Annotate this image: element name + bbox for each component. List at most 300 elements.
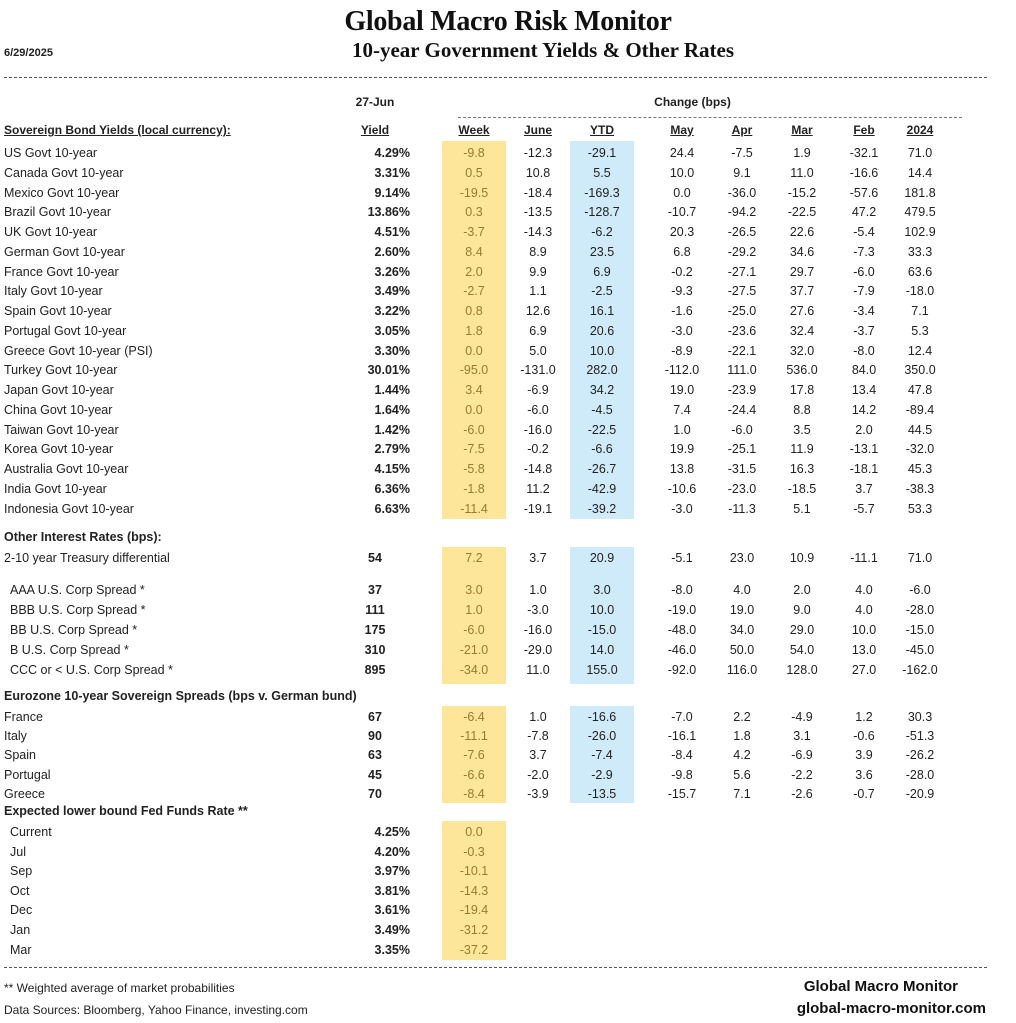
sovereign-row (0, 421, 1016, 441)
cell-june: 9.9 (529, 264, 547, 279)
cell-apr: -24.4 (727, 402, 757, 417)
row-yield: 63 (368, 748, 382, 763)
cell-ytd: -39.2 (587, 501, 617, 516)
cell-apr: -31.5 (727, 462, 757, 476)
cell-y2024: 71.0 (907, 146, 933, 160)
cell-mar: 54.0 (789, 642, 815, 657)
cell-week: 3.0 (465, 583, 483, 597)
cell-y2024: 12.4 (907, 343, 933, 358)
cell-may: -92.0 (667, 662, 697, 677)
cell-ytd: 34.2 (589, 383, 615, 397)
cell-y2024: -45.0 (905, 642, 935, 657)
cell-week: 7.2 (465, 551, 483, 565)
fed-funds-row (0, 901, 1016, 921)
eurozone-row (0, 727, 1016, 747)
cell-week: -1.8 (463, 481, 485, 496)
cell-feb: 13.0 (851, 642, 877, 657)
cell-y2024: -89.4 (905, 402, 935, 417)
cell-apr: 2.2 (733, 710, 751, 724)
row-yield: 3.81% (374, 883, 410, 898)
cell-june: -29.0 (523, 642, 553, 657)
row-label: India Govt 10-year (4, 481, 107, 496)
sovereign-row (0, 164, 1016, 184)
cell-feb: -7.9 (853, 284, 875, 299)
cell-may: -0.2 (671, 264, 693, 279)
cell-june: -12.3 (523, 146, 553, 160)
cell-apr: -25.1 (727, 442, 757, 457)
cell-may: 6.8 (673, 244, 691, 259)
cell-ytd: 23.5 (589, 244, 615, 259)
row-label: Greece (4, 786, 45, 801)
row-label: Oct (10, 883, 30, 898)
cell-june: 3.7 (529, 748, 547, 763)
cell-apr: -36.0 (727, 185, 757, 200)
cell-apr: 4.2 (733, 748, 751, 763)
cell-week: -9.8 (463, 146, 485, 160)
cell-y2024: 33.3 (907, 244, 933, 259)
cell-apr: -23.9 (727, 383, 757, 397)
cell-week: -19.4 (459, 903, 489, 918)
cell-june: 12.6 (525, 304, 551, 318)
corp-spread-row (0, 621, 1016, 641)
cell-june: -7.8 (527, 729, 549, 744)
sovereign-row (0, 184, 1016, 204)
row-yield: 2.79% (374, 442, 410, 457)
cell-week: 2.0 (465, 264, 483, 279)
cell-ytd: 16.1 (589, 304, 615, 318)
row-yield: 1.44% (374, 383, 410, 397)
section-title-sovereign: Sovereign Bond Yields (local currency): (4, 123, 231, 137)
cell-apr: 9.1 (733, 165, 751, 180)
row-label: Italy (4, 729, 27, 744)
cell-june: 3.7 (529, 551, 547, 565)
cell-ytd: -4.5 (591, 402, 613, 417)
row-label: CCC or < U.S. Corp Spread * (10, 662, 173, 677)
cell-week: -31.2 (459, 923, 489, 937)
cell-week: -2.7 (463, 284, 485, 299)
cell-apr: -11.3 (728, 501, 756, 516)
sovereign-row (0, 440, 1016, 460)
cell-week: -7.6 (463, 748, 485, 763)
cell-ytd: -16.6 (587, 710, 617, 724)
row-yield: 9.14% (374, 185, 410, 200)
cell-mar: 34.6 (789, 244, 815, 259)
cell-feb: -3.4 (853, 304, 875, 318)
cell-ytd: 10.0 (589, 602, 615, 617)
cell-june: -2.0 (527, 767, 549, 782)
row-yield: 3.31% (374, 165, 410, 180)
treasury-row (0, 549, 1016, 569)
cell-june: -19.1 (523, 501, 553, 516)
brand-name: Global Macro Monitor (803, 978, 958, 995)
cell-may: -19.0 (667, 602, 697, 617)
cell-apr: -29.2 (727, 244, 757, 259)
cell-week: 0.0 (465, 825, 483, 839)
cell-ytd: -26.0 (587, 729, 617, 744)
cell-may: 24.4 (669, 146, 695, 160)
column-header-row (0, 121, 1016, 141)
fed-funds-row (0, 843, 1016, 863)
cell-mar: 536.0 (786, 363, 818, 378)
cell-may: -1.6 (671, 304, 693, 318)
row-label: 2-10 year Treasury differential (4, 551, 170, 565)
cell-june: -14.3 (523, 225, 553, 239)
cell-ytd: -6.2 (591, 225, 613, 239)
cell-feb: 13.4 (851, 383, 877, 397)
cell-week: 1.8 (465, 323, 483, 338)
cell-apr: -23.6 (727, 323, 757, 338)
row-label: Dec (10, 903, 33, 918)
sovereign-row (0, 243, 1016, 263)
row-yield: 3.35% (374, 942, 410, 957)
col-ytd: YTD (590, 123, 614, 137)
cell-week: -0.3 (463, 844, 485, 859)
row-label: Italy Govt 10-year (4, 284, 103, 299)
eurozone-row (0, 746, 1016, 766)
cell-feb: -32.1 (849, 146, 879, 160)
cell-may: -5.1 (671, 551, 693, 565)
row-label: B U.S. Corp Spread * (10, 642, 129, 657)
section-title-fed-funds: Expected lower bound Fed Funds Rate ** (4, 804, 248, 818)
cell-feb: 10.0 (851, 622, 877, 637)
row-label: German Govt 10-year (4, 244, 125, 259)
sovereign-row (0, 322, 1016, 342)
cell-y2024: 181.8 (904, 185, 936, 200)
cell-june: 6.9 (529, 323, 547, 338)
cell-week: -3.7 (463, 225, 485, 239)
cell-mar: 10.9 (789, 551, 815, 565)
page-title: Global Macro Risk Monitor (344, 6, 672, 37)
sovereign-row (0, 302, 1016, 322)
cell-mar: 17.8 (789, 383, 815, 397)
sovereign-row (0, 203, 1016, 223)
row-label: Brazil Govt 10-year (4, 205, 111, 220)
cell-ytd: 155.0 (586, 662, 618, 677)
row-yield: 37 (368, 583, 382, 597)
corp-spread-row (0, 661, 1016, 681)
cell-week: 8.4 (465, 244, 483, 259)
cell-may: 1.0 (673, 422, 691, 437)
sovereign-row (0, 282, 1016, 302)
row-yield: 54 (368, 551, 382, 565)
cell-apr: 19.0 (729, 602, 755, 617)
col-feb: Feb (853, 123, 875, 137)
cell-apr: -94.2 (727, 205, 757, 220)
cell-feb: 3.6 (855, 767, 873, 782)
cell-apr: 1.8 (733, 729, 751, 744)
cell-may: -46.0 (667, 642, 697, 657)
cell-may: -16.1 (667, 729, 697, 744)
cell-apr: 116.0 (726, 662, 758, 677)
cell-mar: 29.7 (789, 264, 815, 279)
cell-may: -112.0 (664, 363, 700, 378)
cell-week: -21.0 (459, 642, 489, 657)
sovereign-row (0, 480, 1016, 500)
row-label: Korea Govt 10-year (4, 442, 114, 457)
cell-may: -9.8 (671, 767, 693, 782)
cell-mar: 11.0 (790, 165, 814, 180)
cell-ytd: -7.4 (591, 748, 613, 763)
cell-ytd: -42.9 (587, 481, 617, 496)
row-label: Sep (10, 864, 33, 879)
cell-apr: 4.0 (733, 583, 751, 597)
cell-june: -16.0 (523, 622, 553, 637)
cell-june: 1.0 (529, 710, 547, 724)
row-yield: 111 (365, 602, 385, 617)
cell-apr: -23.0 (727, 481, 757, 496)
row-label: Turkey Govt 10-year (4, 363, 118, 378)
cell-y2024: 102.9 (904, 225, 936, 239)
row-label: China Govt 10-year (4, 402, 113, 417)
cell-mar: -4.9 (791, 710, 813, 724)
cell-apr: -25.0 (727, 304, 757, 318)
sovereign-row (0, 342, 1016, 362)
row-yield: 30.01% (367, 363, 410, 378)
cell-ytd: 5.5 (593, 165, 611, 180)
cell-june: 11.0 (526, 662, 550, 677)
cell-june: -16.0 (523, 422, 553, 437)
row-yield: 310 (364, 642, 386, 657)
sovereign-row (0, 500, 1016, 520)
cell-may: 10.0 (669, 165, 695, 180)
row-label: Taiwan Govt 10-year (4, 422, 119, 437)
cell-may: 20.3 (669, 225, 695, 239)
cell-y2024: -15.0 (905, 622, 935, 637)
cell-mar: 22.6 (789, 225, 815, 239)
cell-ytd: 282.0 (586, 363, 618, 378)
row-label: France Govt 10-year (4, 264, 119, 279)
row-yield: 3.05% (374, 323, 410, 338)
fed-funds-row (0, 921, 1016, 941)
cell-y2024: -28.0 (905, 767, 935, 782)
cell-ytd: 3.0 (593, 583, 611, 597)
cell-may: -10.6 (667, 481, 697, 496)
data-sources: Data Sources: Bloomberg, Yahoo Finance, investing.com (4, 1003, 308, 1017)
cell-apr: -27.1 (727, 264, 757, 279)
change-divider (458, 117, 962, 118)
cell-mar: 27.6 (789, 304, 815, 318)
cell-y2024: 350.0 (904, 363, 936, 378)
row-label: Spain Govt 10-year (4, 304, 112, 318)
cell-feb: -16.6 (849, 165, 879, 180)
cell-week: 0.5 (465, 165, 483, 180)
row-yield: 45 (368, 767, 382, 782)
cell-mar: 16.3 (789, 462, 815, 476)
cell-feb: 47.2 (851, 205, 877, 220)
cell-y2024: 14.4 (907, 165, 933, 180)
row-label: Australia Govt 10-year (4, 462, 129, 476)
cell-week: -34.0 (459, 662, 489, 677)
cell-may: 19.0 (669, 383, 695, 397)
cell-may: -9.3 (671, 284, 693, 299)
cell-may: -8.9 (671, 343, 693, 358)
cell-mar: 37.7 (789, 284, 815, 299)
cell-apr: -27.5 (727, 284, 757, 299)
row-yield: 13.86% (367, 205, 410, 220)
cell-week: 0.0 (465, 402, 483, 417)
row-yield: 895 (364, 662, 386, 677)
section-title-eurozone: Eurozone 10-year Sovereign Spreads (bps v. German bund) (4, 689, 357, 703)
cell-y2024: 30.3 (907, 710, 933, 724)
cell-y2024: -20.9 (905, 786, 935, 801)
row-yield: 175 (364, 622, 386, 637)
row-yield: 67 (368, 710, 382, 724)
cell-apr: 23.0 (729, 551, 755, 565)
row-yield: 6.63% (374, 501, 410, 516)
cell-mar: -2.6 (791, 786, 813, 801)
cell-apr: 5.6 (733, 767, 751, 782)
row-yield: 1.42% (374, 422, 410, 437)
row-label: BBB U.S. Corp Spread * (10, 602, 146, 617)
cell-may: -3.0 (671, 323, 693, 338)
cell-june: -3.9 (527, 786, 549, 801)
cell-june: -3.0 (527, 602, 549, 617)
row-yield: 1.64% (374, 402, 410, 417)
cell-may: -10.7 (667, 205, 697, 220)
col-2024: 2024 (906, 123, 934, 137)
row-yield: 3.49% (374, 923, 410, 937)
cell-ytd: -13.5 (587, 786, 617, 801)
cell-y2024: -6.0 (909, 583, 931, 597)
cell-ytd: -169.3 (584, 185, 620, 200)
cell-may: 13.8 (669, 462, 695, 476)
cell-y2024: 44.5 (907, 422, 933, 437)
row-label: Portugal (4, 767, 51, 782)
row-yield: 3.61% (374, 903, 410, 918)
cell-june: 1.1 (529, 284, 547, 299)
cell-y2024: -18.0 (905, 284, 935, 299)
cell-feb: -0.6 (853, 729, 875, 744)
cell-y2024: 45.3 (907, 462, 933, 476)
cell-mar: -15.2 (787, 185, 817, 200)
cell-mar: 2.0 (793, 583, 811, 597)
footnote: ** Weighted average of market probabilities (4, 981, 235, 995)
cell-feb: -11.1 (850, 551, 878, 565)
col-apr: Apr (731, 123, 753, 137)
cell-feb: -5.7 (853, 501, 875, 516)
row-label: Jul (10, 844, 26, 859)
row-label: Greece Govt 10-year (PSI) (4, 343, 153, 358)
sovereign-row (0, 460, 1016, 480)
cell-feb: -6.0 (853, 264, 875, 279)
cell-y2024: 71.0 (907, 551, 933, 565)
cell-feb: 2.0 (855, 422, 873, 437)
cell-ytd: 6.9 (593, 264, 611, 279)
cell-week: -14.3 (459, 883, 489, 898)
cell-mar: -2.2 (791, 767, 813, 782)
cell-week: 1.0 (465, 602, 483, 617)
row-yield: 4.15% (374, 462, 410, 476)
cell-week: -10.1 (459, 864, 489, 879)
cell-mar: 3.5 (793, 422, 811, 437)
corp-spread-row (0, 581, 1016, 601)
sovereign-row (0, 401, 1016, 421)
cell-may: -15.7 (667, 786, 697, 801)
cell-feb: -8.0 (853, 343, 875, 358)
row-yield: 2.60% (374, 244, 410, 259)
fed-funds-row (0, 882, 1016, 902)
cell-ytd: -22.5 (587, 422, 617, 437)
cell-june: -6.0 (527, 402, 549, 417)
eurozone-row (0, 785, 1016, 805)
cell-y2024: 53.3 (907, 501, 933, 516)
cell-june: 10.8 (525, 165, 551, 180)
row-label: Spain (4, 748, 36, 763)
cell-ytd: 14.0 (589, 642, 615, 657)
cell-june: -0.2 (527, 442, 549, 457)
cell-ytd: -128.7 (584, 205, 620, 220)
cell-mar: 8.8 (793, 402, 811, 417)
cell-mar: -22.5 (787, 205, 817, 220)
cell-ytd: -15.0 (587, 622, 617, 637)
cell-week: -5.8 (463, 462, 485, 476)
col-mar: Mar (791, 123, 813, 137)
fed-funds-row (0, 862, 1016, 882)
cell-y2024: 479.5 (904, 205, 936, 220)
cell-week: 0.3 (465, 205, 483, 220)
row-label: Current (10, 825, 52, 839)
sovereign-row (0, 223, 1016, 243)
row-label: Mexico Govt 10-year (4, 185, 120, 200)
col-may: May (670, 123, 694, 137)
cell-ytd: 10.0 (589, 343, 615, 358)
report-date: 6/29/2025 (4, 47, 53, 59)
cell-mar: 32.0 (789, 343, 815, 358)
row-label: US Govt 10-year (4, 146, 98, 160)
cell-ytd: -6.6 (591, 442, 613, 457)
cell-feb: 84.0 (851, 363, 877, 378)
cell-feb: 4.0 (855, 583, 873, 597)
cell-may: -3.0 (671, 501, 693, 516)
change-header: Change (bps) (654, 95, 731, 109)
sovereign-row (0, 381, 1016, 401)
fed-funds-row (0, 823, 1016, 843)
cell-mar: 128.0 (786, 662, 818, 677)
cell-feb: -3.7 (853, 323, 875, 338)
cell-ytd: -2.9 (591, 767, 613, 782)
cell-y2024: 63.6 (907, 264, 933, 279)
row-label: Japan Govt 10-year (4, 383, 114, 397)
brand-url[interactable]: global-macro-monitor.com (796, 1000, 986, 1017)
cell-june: -13.5 (523, 205, 553, 220)
cell-feb: -0.7 (853, 786, 875, 801)
cell-feb: 14.2 (851, 402, 877, 417)
top-divider (4, 77, 987, 78)
cell-feb: -5.4 (853, 225, 875, 239)
row-yield: 4.51% (374, 225, 410, 239)
cell-mar: 29.0 (789, 622, 815, 637)
cell-week: 0.8 (465, 304, 483, 318)
cell-mar: 9.0 (793, 602, 811, 617)
section-title-other: Other Interest Rates (bps): (4, 530, 162, 544)
cell-mar: 5.1 (793, 501, 811, 516)
cell-apr: -6.0 (731, 422, 753, 437)
cell-y2024: -26.2 (905, 748, 935, 763)
row-label: AAA U.S. Corp Spread * (10, 583, 145, 597)
cell-week: -6.4 (463, 710, 485, 724)
bottom-divider (4, 967, 987, 968)
cell-week: -95.0 (459, 363, 489, 378)
cell-apr: 50.0 (729, 642, 755, 657)
cell-feb: 3.7 (855, 481, 873, 496)
cell-week: -8.4 (463, 786, 485, 801)
cell-may: 19.9 (669, 442, 695, 457)
cell-june: 1.0 (529, 583, 547, 597)
cell-ytd: 20.9 (589, 551, 615, 565)
row-yield: 3.49% (374, 284, 410, 299)
cell-feb: 3.9 (855, 748, 873, 763)
cell-week: 3.4 (465, 383, 483, 397)
